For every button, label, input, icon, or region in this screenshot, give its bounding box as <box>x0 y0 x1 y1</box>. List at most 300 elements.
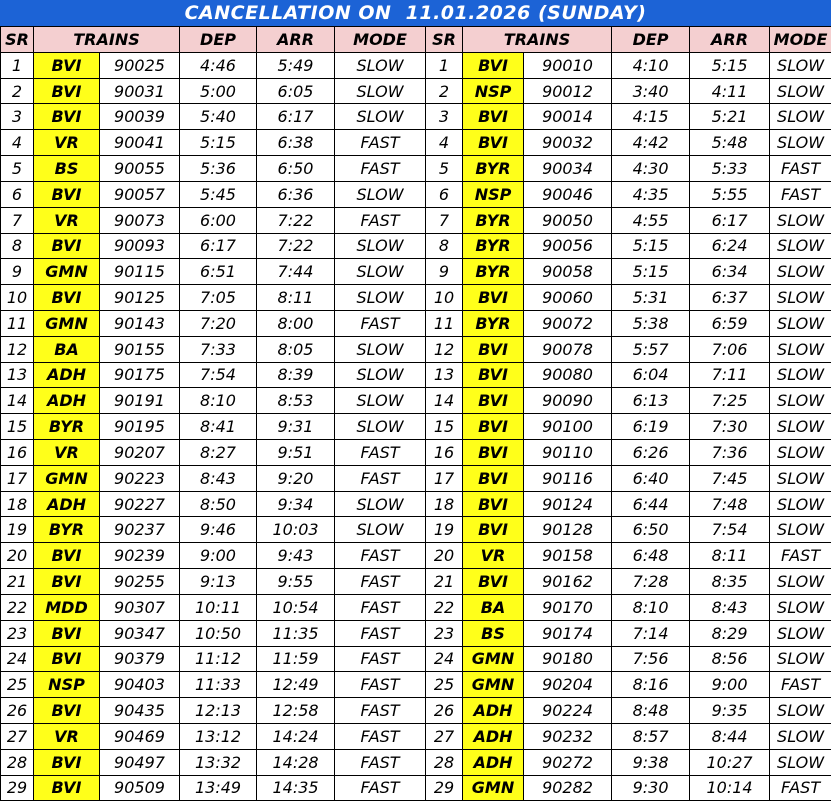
right-arr-time-cell: 5:21 <box>690 104 770 130</box>
right-train-number-cell: 90282 <box>524 775 612 801</box>
right-dep-time-cell: 3:40 <box>612 78 690 104</box>
right-arr-time-cell: 5:55 <box>690 181 770 207</box>
table-row <box>1 285 831 311</box>
right-train-number-cell: 90090 <box>524 388 612 414</box>
left-sr-cell: 17 <box>1 465 34 491</box>
right-arr-time-cell: 6:24 <box>690 233 770 259</box>
left-arr-time-cell: 8:00 <box>257 310 335 336</box>
right-line-code-cell: GMN <box>463 775 524 801</box>
right-sr-cell: 11 <box>426 310 463 336</box>
right-arr-time-cell: 8:44 <box>690 723 770 749</box>
right-dep-time-cell: 5:15 <box>612 259 690 285</box>
right-train-number-cell: 90056 <box>524 233 612 259</box>
left-arr-time-cell: 11:35 <box>257 620 335 646</box>
left-sr-cell: 10 <box>1 285 34 311</box>
right-train-number-cell: 90100 <box>524 414 612 440</box>
left-line-code-cell: ADH <box>34 491 100 517</box>
right-mode-cell: SLOW <box>770 414 831 440</box>
right-sr-cell: 4 <box>426 130 463 156</box>
right-dep-time-cell: 8:16 <box>612 672 690 698</box>
left-mode-cell: FAST <box>335 594 426 620</box>
left-arr-time-cell: 9:20 <box>257 465 335 491</box>
left-arr-time-cell: 6:36 <box>257 181 335 207</box>
right-sr-cell: 29 <box>426 775 463 801</box>
left-line-code-cell: BVI <box>34 78 100 104</box>
right-dep-time-cell: 6:50 <box>612 517 690 543</box>
left-train-number-cell: 90379 <box>100 646 180 672</box>
left-train-number-cell: 90115 <box>100 259 180 285</box>
header-trains: TRAINS <box>34 27 180 53</box>
right-train-number-cell: 90158 <box>524 543 612 569</box>
table-row <box>1 594 831 620</box>
right-arr-time-cell: 8:11 <box>690 543 770 569</box>
right-train-number-cell: 90014 <box>524 104 612 130</box>
left-line-code-cell: BVI <box>34 181 100 207</box>
sheet-title: CANCELLATION ON 11.01.2026 (SUNDAY) <box>0 0 831 26</box>
cancellation-table <box>0 26 831 801</box>
left-sr-cell: 6 <box>1 181 34 207</box>
table-row <box>1 491 831 517</box>
left-train-number-cell: 90239 <box>100 543 180 569</box>
header-dep: DEP <box>180 27 257 53</box>
right-arr-time-cell: 7:45 <box>690 465 770 491</box>
table-row <box>1 156 831 182</box>
right-mode-cell: SLOW <box>770 569 831 595</box>
left-arr-time-cell: 5:49 <box>257 52 335 78</box>
right-mode-cell: SLOW <box>770 310 831 336</box>
left-arr-time-cell: 9:55 <box>257 569 335 595</box>
right-sr-cell: 17 <box>426 465 463 491</box>
header-arr: ARR <box>690 27 770 53</box>
right-dep-time-cell: 7:28 <box>612 569 690 595</box>
right-mode-cell: SLOW <box>770 646 831 672</box>
left-mode-cell: SLOW <box>335 78 426 104</box>
right-dep-time-cell: 8:57 <box>612 723 690 749</box>
right-sr-cell: 28 <box>426 749 463 775</box>
right-line-code-cell: VR <box>463 543 524 569</box>
right-mode-cell: SLOW <box>770 104 831 130</box>
left-line-code-cell: NSP <box>34 672 100 698</box>
left-sr-cell: 4 <box>1 130 34 156</box>
right-dep-time-cell: 8:10 <box>612 594 690 620</box>
table-row <box>1 310 831 336</box>
right-sr-cell: 6 <box>426 181 463 207</box>
right-train-number-cell: 90204 <box>524 672 612 698</box>
right-line-code-cell: BVI <box>463 285 524 311</box>
left-line-code-cell: VR <box>34 207 100 233</box>
left-arr-time-cell: 9:34 <box>257 491 335 517</box>
right-sr-cell: 3 <box>426 104 463 130</box>
left-line-code-cell: BVI <box>34 52 100 78</box>
right-mode-cell: SLOW <box>770 78 831 104</box>
table-row <box>1 52 831 78</box>
table-row <box>1 440 831 466</box>
left-mode-cell: SLOW <box>335 517 426 543</box>
table-row <box>1 181 831 207</box>
right-dep-time-cell: 6:40 <box>612 465 690 491</box>
header-mode: MODE <box>335 27 426 53</box>
right-arr-time-cell: 8:29 <box>690 620 770 646</box>
right-line-code-cell: BVI <box>463 569 524 595</box>
left-line-code-cell: BYR <box>34 414 100 440</box>
left-sr-cell: 25 <box>1 672 34 698</box>
left-sr-cell: 8 <box>1 233 34 259</box>
right-train-number-cell: 90060 <box>524 285 612 311</box>
right-mode-cell: SLOW <box>770 749 831 775</box>
right-line-code-cell: BVI <box>463 388 524 414</box>
right-arr-time-cell: 7:36 <box>690 440 770 466</box>
left-sr-cell: 12 <box>1 336 34 362</box>
right-train-number-cell: 90162 <box>524 569 612 595</box>
right-line-code-cell: BVI <box>463 465 524 491</box>
left-dep-time-cell: 8:50 <box>180 491 257 517</box>
table-row <box>1 233 831 259</box>
left-arr-time-cell: 8:39 <box>257 362 335 388</box>
left-mode-cell: SLOW <box>335 52 426 78</box>
right-mode-cell: SLOW <box>770 130 831 156</box>
left-dep-time-cell: 7:33 <box>180 336 257 362</box>
right-arr-time-cell: 10:14 <box>690 775 770 801</box>
table-row <box>1 207 831 233</box>
left-sr-cell: 5 <box>1 156 34 182</box>
right-mode-cell: FAST <box>770 775 831 801</box>
left-mode-cell: SLOW <box>335 285 426 311</box>
left-train-number-cell: 90227 <box>100 491 180 517</box>
left-mode-cell: SLOW <box>335 414 426 440</box>
left-train-number-cell: 90255 <box>100 569 180 595</box>
right-arr-time-cell: 7:11 <box>690 362 770 388</box>
left-line-code-cell: BVI <box>34 104 100 130</box>
right-sr-cell: 25 <box>426 672 463 698</box>
right-arr-time-cell: 8:35 <box>690 569 770 595</box>
right-line-code-cell: BS <box>463 620 524 646</box>
left-mode-cell: SLOW <box>335 233 426 259</box>
right-sr-cell: 12 <box>426 336 463 362</box>
left-mode-cell: FAST <box>335 698 426 724</box>
right-dep-time-cell: 4:55 <box>612 207 690 233</box>
left-line-code-cell: BS <box>34 156 100 182</box>
left-train-number-cell: 90237 <box>100 517 180 543</box>
right-line-code-cell: NSP <box>463 78 524 104</box>
right-train-number-cell: 90032 <box>524 130 612 156</box>
left-dep-time-cell: 8:41 <box>180 414 257 440</box>
right-line-code-cell: ADH <box>463 749 524 775</box>
table-row <box>1 78 831 104</box>
left-mode-cell: FAST <box>335 723 426 749</box>
table-row <box>1 414 831 440</box>
header-dep: DEP <box>612 27 690 53</box>
right-line-code-cell: BVI <box>463 336 524 362</box>
right-sr-cell: 18 <box>426 491 463 517</box>
right-train-number-cell: 90224 <box>524 698 612 724</box>
left-line-code-cell: BVI <box>34 698 100 724</box>
left-sr-cell: 27 <box>1 723 34 749</box>
left-sr-cell: 7 <box>1 207 34 233</box>
right-sr-cell: 24 <box>426 646 463 672</box>
left-arr-time-cell: 6:05 <box>257 78 335 104</box>
right-sr-cell: 22 <box>426 594 463 620</box>
right-train-number-cell: 90124 <box>524 491 612 517</box>
left-mode-cell: FAST <box>335 156 426 182</box>
left-dep-time-cell: 6:00 <box>180 207 257 233</box>
left-dep-time-cell: 13:32 <box>180 749 257 775</box>
left-train-number-cell: 90195 <box>100 414 180 440</box>
left-dep-time-cell: 5:36 <box>180 156 257 182</box>
table-row <box>1 749 831 775</box>
right-mode-cell: SLOW <box>770 465 831 491</box>
left-mode-cell: FAST <box>335 465 426 491</box>
right-mode-cell: SLOW <box>770 259 831 285</box>
right-line-code-cell: BVI <box>463 130 524 156</box>
right-line-code-cell: BVI <box>463 517 524 543</box>
left-arr-time-cell: 12:58 <box>257 698 335 724</box>
right-mode-cell: SLOW <box>770 491 831 517</box>
right-arr-time-cell: 8:56 <box>690 646 770 672</box>
right-mode-cell: SLOW <box>770 620 831 646</box>
left-mode-cell: SLOW <box>335 362 426 388</box>
left-arr-time-cell: 9:43 <box>257 543 335 569</box>
left-train-number-cell: 90435 <box>100 698 180 724</box>
left-sr-cell: 16 <box>1 440 34 466</box>
right-train-number-cell: 90174 <box>524 620 612 646</box>
left-sr-cell: 28 <box>1 749 34 775</box>
left-train-number-cell: 90307 <box>100 594 180 620</box>
right-train-number-cell: 90034 <box>524 156 612 182</box>
right-dep-time-cell: 9:38 <box>612 749 690 775</box>
left-mode-cell: FAST <box>335 749 426 775</box>
left-dep-time-cell: 13:12 <box>180 723 257 749</box>
left-sr-cell: 24 <box>1 646 34 672</box>
right-arr-time-cell: 5:48 <box>690 130 770 156</box>
right-dep-time-cell: 6:26 <box>612 440 690 466</box>
left-line-code-cell: GMN <box>34 310 100 336</box>
left-dep-time-cell: 7:20 <box>180 310 257 336</box>
left-sr-cell: 15 <box>1 414 34 440</box>
right-dep-time-cell: 8:48 <box>612 698 690 724</box>
right-dep-time-cell: 6:19 <box>612 414 690 440</box>
left-sr-cell: 21 <box>1 569 34 595</box>
left-arr-time-cell: 12:49 <box>257 672 335 698</box>
left-line-code-cell: BVI <box>34 285 100 311</box>
right-mode-cell: SLOW <box>770 594 831 620</box>
left-train-number-cell: 90055 <box>100 156 180 182</box>
left-train-number-cell: 90031 <box>100 78 180 104</box>
left-train-number-cell: 90093 <box>100 233 180 259</box>
left-line-code-cell: ADH <box>34 388 100 414</box>
right-mode-cell: SLOW <box>770 207 831 233</box>
left-dep-time-cell: 5:40 <box>180 104 257 130</box>
right-line-code-cell: BVI <box>463 414 524 440</box>
right-line-code-cell: BYR <box>463 259 524 285</box>
left-dep-time-cell: 10:11 <box>180 594 257 620</box>
left-arr-time-cell: 8:11 <box>257 285 335 311</box>
left-dep-time-cell: 4:46 <box>180 52 257 78</box>
right-line-code-cell: BYR <box>463 207 524 233</box>
left-arr-time-cell: 6:38 <box>257 130 335 156</box>
table-row <box>1 362 831 388</box>
right-sr-cell: 27 <box>426 723 463 749</box>
right-line-code-cell: BVI <box>463 52 524 78</box>
right-line-code-cell: GMN <box>463 672 524 698</box>
left-dep-time-cell: 7:54 <box>180 362 257 388</box>
left-train-number-cell: 90223 <box>100 465 180 491</box>
left-line-code-cell: BVI <box>34 775 100 801</box>
right-line-code-cell: BA <box>463 594 524 620</box>
left-line-code-cell: BVI <box>34 620 100 646</box>
right-mode-cell: FAST <box>770 156 831 182</box>
left-sr-cell: 1 <box>1 52 34 78</box>
right-mode-cell: SLOW <box>770 233 831 259</box>
right-line-code-cell: NSP <box>463 181 524 207</box>
right-dep-time-cell: 5:38 <box>612 310 690 336</box>
left-dep-time-cell: 9:00 <box>180 543 257 569</box>
left-dep-time-cell: 11:12 <box>180 646 257 672</box>
left-dep-time-cell: 8:10 <box>180 388 257 414</box>
left-train-number-cell: 90025 <box>100 52 180 78</box>
right-arr-time-cell: 7:25 <box>690 388 770 414</box>
right-arr-time-cell: 10:27 <box>690 749 770 775</box>
left-line-code-cell: BVI <box>34 569 100 595</box>
left-train-number-cell: 90073 <box>100 207 180 233</box>
right-mode-cell: SLOW <box>770 723 831 749</box>
right-line-code-cell: ADH <box>463 698 524 724</box>
right-sr-cell: 20 <box>426 543 463 569</box>
right-dep-time-cell: 4:15 <box>612 104 690 130</box>
right-mode-cell: FAST <box>770 181 831 207</box>
right-mode-cell: SLOW <box>770 388 831 414</box>
right-sr-cell: 19 <box>426 517 463 543</box>
left-line-code-cell: GMN <box>34 465 100 491</box>
left-arr-time-cell: 7:22 <box>257 207 335 233</box>
right-sr-cell: 7 <box>426 207 463 233</box>
right-arr-time-cell: 7:54 <box>690 517 770 543</box>
right-mode-cell: SLOW <box>770 336 831 362</box>
left-sr-cell: 23 <box>1 620 34 646</box>
right-sr-cell: 14 <box>426 388 463 414</box>
left-mode-cell: FAST <box>335 310 426 336</box>
right-train-number-cell: 90170 <box>524 594 612 620</box>
right-arr-time-cell: 6:59 <box>690 310 770 336</box>
left-mode-cell: FAST <box>335 207 426 233</box>
right-sr-cell: 5 <box>426 156 463 182</box>
right-sr-cell: 10 <box>426 285 463 311</box>
right-dep-time-cell: 6:44 <box>612 491 690 517</box>
right-dep-time-cell: 9:30 <box>612 775 690 801</box>
right-sr-cell: 1 <box>426 52 463 78</box>
left-arr-time-cell: 14:35 <box>257 775 335 801</box>
left-line-code-cell: ADH <box>34 362 100 388</box>
right-arr-time-cell: 5:15 <box>690 52 770 78</box>
right-line-code-cell: BVI <box>463 440 524 466</box>
left-line-code-cell: VR <box>34 130 100 156</box>
left-mode-cell: FAST <box>335 543 426 569</box>
right-line-code-cell: BYR <box>463 156 524 182</box>
left-line-code-cell: BA <box>34 336 100 362</box>
left-train-number-cell: 90155 <box>100 336 180 362</box>
right-mode-cell: FAST <box>770 672 831 698</box>
right-train-number-cell: 90180 <box>524 646 612 672</box>
left-mode-cell: SLOW <box>335 336 426 362</box>
right-arr-time-cell: 6:34 <box>690 259 770 285</box>
left-arr-time-cell: 10:03 <box>257 517 335 543</box>
left-line-code-cell: BVI <box>34 543 100 569</box>
left-train-number-cell: 90469 <box>100 723 180 749</box>
left-arr-time-cell: 14:28 <box>257 749 335 775</box>
right-arr-time-cell: 7:06 <box>690 336 770 362</box>
right-dep-time-cell: 7:14 <box>612 620 690 646</box>
left-train-number-cell: 90347 <box>100 620 180 646</box>
left-dep-time-cell: 7:05 <box>180 285 257 311</box>
table-row <box>1 465 831 491</box>
right-arr-time-cell: 7:30 <box>690 414 770 440</box>
table-row <box>1 336 831 362</box>
left-line-code-cell: BVI <box>34 233 100 259</box>
right-arr-time-cell: 7:48 <box>690 491 770 517</box>
left-train-number-cell: 90175 <box>100 362 180 388</box>
left-dep-time-cell: 9:46 <box>180 517 257 543</box>
right-arr-time-cell: 9:00 <box>690 672 770 698</box>
left-mode-cell: SLOW <box>335 181 426 207</box>
left-arr-time-cell: 7:44 <box>257 259 335 285</box>
left-mode-cell: SLOW <box>335 388 426 414</box>
right-sr-cell: 21 <box>426 569 463 595</box>
right-line-code-cell: BVI <box>463 362 524 388</box>
left-train-number-cell: 90041 <box>100 130 180 156</box>
left-dep-time-cell: 5:00 <box>180 78 257 104</box>
left-sr-cell: 2 <box>1 78 34 104</box>
left-line-code-cell: VR <box>34 723 100 749</box>
table-row <box>1 723 831 749</box>
left-arr-time-cell: 10:54 <box>257 594 335 620</box>
right-arr-time-cell: 6:17 <box>690 207 770 233</box>
right-line-code-cell: BYR <box>463 233 524 259</box>
right-train-number-cell: 90078 <box>524 336 612 362</box>
left-dep-time-cell: 11:33 <box>180 672 257 698</box>
right-dep-time-cell: 5:57 <box>612 336 690 362</box>
left-train-number-cell: 90143 <box>100 310 180 336</box>
right-line-code-cell: BVI <box>463 104 524 130</box>
left-arr-time-cell: 7:22 <box>257 233 335 259</box>
table-row <box>1 259 831 285</box>
left-mode-cell: FAST <box>335 440 426 466</box>
right-mode-cell: SLOW <box>770 698 831 724</box>
left-mode-cell: SLOW <box>335 491 426 517</box>
right-mode-cell: SLOW <box>770 52 831 78</box>
right-mode-cell: SLOW <box>770 285 831 311</box>
left-sr-cell: 14 <box>1 388 34 414</box>
right-sr-cell: 26 <box>426 698 463 724</box>
right-line-code-cell: BYR <box>463 310 524 336</box>
table-row <box>1 569 831 595</box>
left-arr-time-cell: 6:17 <box>257 104 335 130</box>
table-row <box>1 672 831 698</box>
table-row <box>1 646 831 672</box>
left-train-number-cell: 90207 <box>100 440 180 466</box>
header-trains: TRAINS <box>463 27 612 53</box>
left-train-number-cell: 90125 <box>100 285 180 311</box>
right-train-number-cell: 90012 <box>524 78 612 104</box>
right-train-number-cell: 90110 <box>524 440 612 466</box>
left-train-number-cell: 90039 <box>100 104 180 130</box>
header-mode: MODE <box>770 27 831 53</box>
left-sr-cell: 29 <box>1 775 34 801</box>
right-train-number-cell: 90050 <box>524 207 612 233</box>
right-arr-time-cell: 5:33 <box>690 156 770 182</box>
right-mode-cell: SLOW <box>770 440 831 466</box>
header-sr: SR <box>426 27 463 53</box>
right-sr-cell: 16 <box>426 440 463 466</box>
left-arr-time-cell: 9:51 <box>257 440 335 466</box>
